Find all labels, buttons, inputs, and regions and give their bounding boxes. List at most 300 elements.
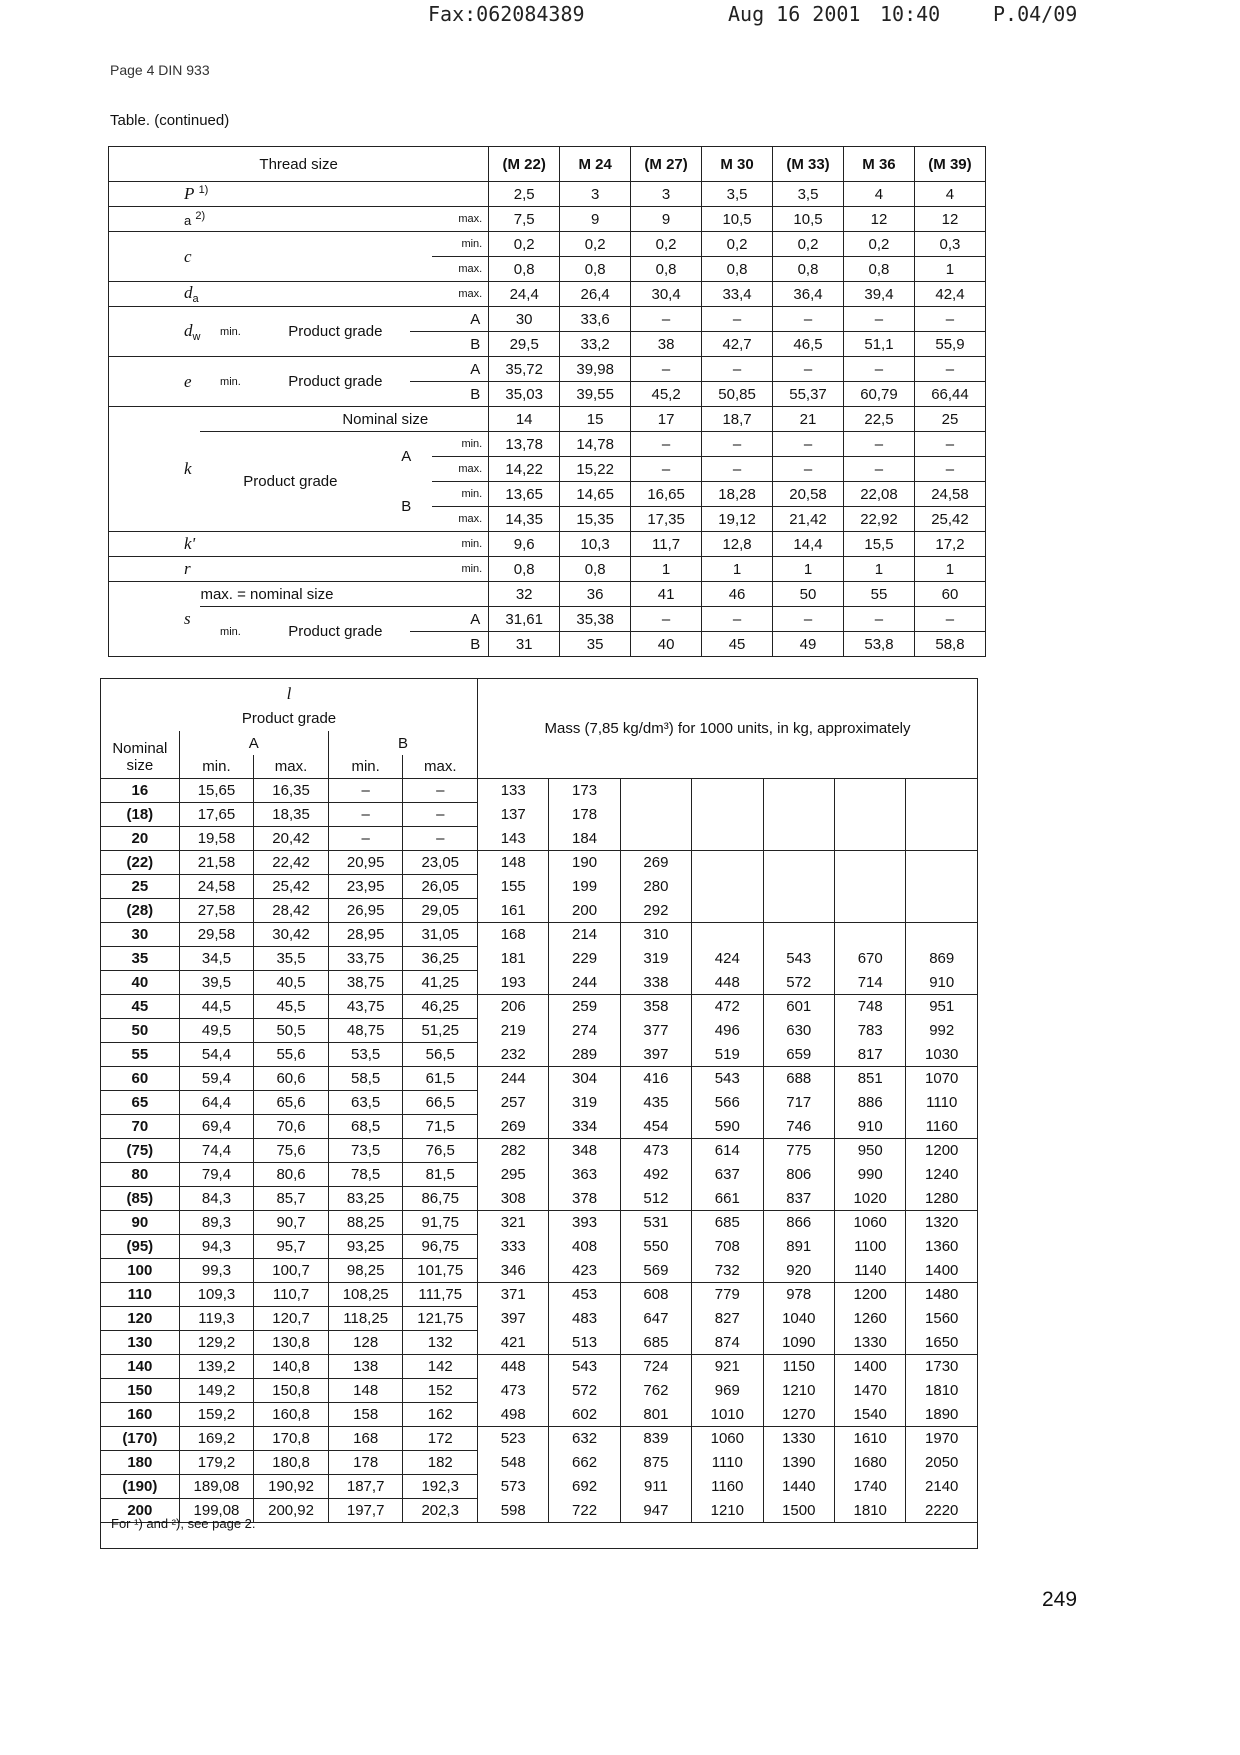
mass-cell: 393 xyxy=(549,1211,620,1235)
mass-cell: 1070 xyxy=(906,1067,978,1091)
cell: 24,58 xyxy=(914,482,985,507)
table-row xyxy=(101,1331,978,1355)
length-cell: 64,4 xyxy=(179,1091,254,1115)
length-cell: 148 xyxy=(328,1379,403,1403)
cell: 31 xyxy=(489,632,560,657)
mass-cell: 978 xyxy=(763,1283,834,1307)
length-cell: 23,95 xyxy=(328,875,403,899)
mass-cell: 692 xyxy=(549,1475,620,1499)
grade-b-header: B xyxy=(328,731,477,755)
table-row xyxy=(101,875,978,899)
limit-label: min. xyxy=(432,232,488,257)
table-row xyxy=(101,947,978,971)
mass-cell: 685 xyxy=(692,1211,763,1235)
grade-label: A xyxy=(380,432,432,482)
length-cell: – xyxy=(403,827,478,851)
cell: 1 xyxy=(773,557,844,582)
mass-cell: 161 xyxy=(478,899,549,923)
nominal-size-cell: 80 xyxy=(101,1163,180,1187)
cell: 3,5 xyxy=(702,182,773,207)
mass-cell: 817 xyxy=(834,1043,905,1067)
cell: 29,5 xyxy=(489,332,560,357)
cell: 31,61 xyxy=(489,607,560,632)
mass-cell: 1110 xyxy=(692,1451,763,1475)
length-cell: 43,75 xyxy=(328,995,403,1019)
subscript: a xyxy=(192,293,199,305)
mass-cell: 1140 xyxy=(834,1259,905,1283)
length-cell: 17,65 xyxy=(179,803,254,827)
thread-size: M 30 xyxy=(702,147,773,182)
length-cell: 33,75 xyxy=(328,947,403,971)
length-cell: 158 xyxy=(328,1403,403,1427)
length-cell: 55,6 xyxy=(254,1043,329,1067)
max-header: max. xyxy=(254,755,329,779)
nominal-size-cell: 200 xyxy=(101,1499,180,1523)
page-number: 249 xyxy=(1042,1588,1078,1611)
mass-cell: 244 xyxy=(478,1067,549,1091)
mass-cell: 886 xyxy=(834,1091,905,1115)
symbol-d: d xyxy=(184,320,193,340)
length-cell: – xyxy=(328,803,403,827)
cell: 19,12 xyxy=(702,507,773,532)
cell: – xyxy=(773,607,844,632)
mass-cell xyxy=(692,923,763,947)
mass-cell: 1260 xyxy=(834,1307,905,1331)
mass-cell: 1330 xyxy=(763,1427,834,1451)
mass-cell: 244 xyxy=(549,971,620,995)
mass-cell: 269 xyxy=(620,851,691,875)
mass-cell: 229 xyxy=(549,947,620,971)
mass-cell: 724 xyxy=(620,1355,691,1379)
thread-size-header-row xyxy=(109,147,986,182)
limit-label: max. xyxy=(432,257,488,282)
length-cell: 56,5 xyxy=(403,1043,478,1067)
mass-cell xyxy=(763,923,834,947)
length-cell: 61,5 xyxy=(403,1067,478,1091)
mass-cell: 435 xyxy=(620,1091,691,1115)
length-cell: 85,7 xyxy=(254,1187,329,1211)
length-cell: 15,65 xyxy=(179,779,254,803)
table-row xyxy=(101,923,978,947)
mass-cell: 282 xyxy=(478,1139,549,1163)
mass-cell: 1650 xyxy=(906,1331,978,1355)
length-cell: 69,4 xyxy=(179,1115,254,1139)
length-cell: 86,75 xyxy=(403,1187,478,1211)
mass-cell xyxy=(834,875,905,899)
mass-cell: 1200 xyxy=(834,1283,905,1307)
cell: – xyxy=(773,307,844,332)
limit-label: min. xyxy=(432,482,488,507)
table-row xyxy=(101,1019,978,1043)
mass-cell: 950 xyxy=(834,1139,905,1163)
mass-cell: 875 xyxy=(620,1451,691,1475)
length-cell: 179,2 xyxy=(179,1451,254,1475)
fax-number: Fax:062084389 xyxy=(428,2,585,26)
cell: 16,65 xyxy=(631,482,702,507)
mass-cell: 910 xyxy=(834,1115,905,1139)
length-cell: 48,75 xyxy=(328,1019,403,1043)
cell: – xyxy=(631,357,702,382)
mass-cell: 257 xyxy=(478,1091,549,1115)
mass-cell: 319 xyxy=(620,947,691,971)
mass-cell: 206 xyxy=(478,995,549,1019)
mass-cell: 363 xyxy=(549,1163,620,1187)
mass-cell: 661 xyxy=(692,1187,763,1211)
mass-cell xyxy=(763,851,834,875)
grade-a-header: A xyxy=(179,731,328,755)
cell: 10,5 xyxy=(702,207,773,232)
mass-cell: 498 xyxy=(478,1403,549,1427)
nominal-size-cell: 55 xyxy=(101,1043,180,1067)
length-cell: 98,25 xyxy=(328,1259,403,1283)
mass-cell: 319 xyxy=(549,1091,620,1115)
length-cell: 80,6 xyxy=(254,1163,329,1187)
length-cell: 142 xyxy=(403,1355,478,1379)
length-cell: 190,92 xyxy=(254,1475,329,1499)
mass-cell xyxy=(763,803,834,827)
length-cell: 58,5 xyxy=(328,1067,403,1091)
cell: 30 xyxy=(489,307,560,332)
row-da xyxy=(109,282,986,307)
length-cell: 49,5 xyxy=(179,1019,254,1043)
table-row xyxy=(101,1235,978,1259)
mass-cell xyxy=(763,779,834,803)
mass-cell: 338 xyxy=(620,971,691,995)
mass-cell: 448 xyxy=(692,971,763,995)
cell: 45 xyxy=(702,632,773,657)
mass-cell xyxy=(834,827,905,851)
length-cell: 30,42 xyxy=(254,923,329,947)
table-row xyxy=(101,1067,978,1091)
cell: 32 xyxy=(489,582,560,607)
limit-label: min. xyxy=(200,357,260,407)
cell: 1 xyxy=(843,557,914,582)
symbol-c: c xyxy=(184,246,192,266)
mass-cell: 851 xyxy=(834,1067,905,1091)
mass-cell: 688 xyxy=(763,1067,834,1091)
cell: 41 xyxy=(631,582,702,607)
length-cell: 40,5 xyxy=(254,971,329,995)
length-cell: 121,75 xyxy=(403,1307,478,1331)
nominal-size-cell: 110 xyxy=(101,1283,180,1307)
mass-header: Mass (7,85 kg/dm³) for 1000 units, in kg, approximately xyxy=(478,679,978,779)
grade-label: B xyxy=(380,482,432,532)
mass-cell: 1890 xyxy=(906,1403,978,1427)
mass-cell: 173 xyxy=(549,779,620,803)
table-row xyxy=(101,1403,978,1427)
mass-cell: 1210 xyxy=(692,1499,763,1523)
mass-cell: 454 xyxy=(620,1115,691,1139)
mass-cell xyxy=(763,827,834,851)
mass-cell: 190 xyxy=(549,851,620,875)
mass-cell: 1210 xyxy=(763,1379,834,1403)
mass-cell: 219 xyxy=(478,1019,549,1043)
cell: 51,1 xyxy=(843,332,914,357)
mass-cell: 397 xyxy=(620,1043,691,1067)
length-cell: 26,05 xyxy=(403,875,478,899)
fax-page: P.04/09 xyxy=(993,2,1078,26)
cell: 0,8 xyxy=(702,257,773,282)
cell: 4 xyxy=(843,182,914,207)
mass-cell: 168 xyxy=(478,923,549,947)
length-cell: 132 xyxy=(403,1331,478,1355)
cell: 50 xyxy=(773,582,844,607)
cell: 46 xyxy=(702,582,773,607)
length-cell: 99,3 xyxy=(179,1259,254,1283)
product-grade-label: Product grade xyxy=(260,607,410,657)
grade-label: B xyxy=(410,332,488,357)
mass-cell: 181 xyxy=(478,947,549,971)
mass-cell: 910 xyxy=(906,971,978,995)
thread-size: (M 27) xyxy=(631,147,702,182)
mass-cell: 133 xyxy=(478,779,549,803)
footnote-ref: 1) xyxy=(198,184,209,196)
mass-cell: 947 xyxy=(620,1499,691,1523)
cell: 39,55 xyxy=(560,382,631,407)
mass-cell: 1970 xyxy=(906,1427,978,1451)
length-cell: 51,25 xyxy=(403,1019,478,1043)
mass-cell: 920 xyxy=(763,1259,834,1283)
mass-cell xyxy=(620,779,691,803)
grade-label: A xyxy=(410,357,488,382)
nominal-size-cell: (75) xyxy=(101,1139,180,1163)
mass-cell: 473 xyxy=(478,1379,549,1403)
mass-cell: 232 xyxy=(478,1043,549,1067)
mass-cell: 543 xyxy=(549,1355,620,1379)
mass-cell: 783 xyxy=(834,1019,905,1043)
length-cell: 140,8 xyxy=(254,1355,329,1379)
mass-cell: 543 xyxy=(763,947,834,971)
length-cell: 152 xyxy=(403,1379,478,1403)
mass-cell: 1160 xyxy=(692,1475,763,1499)
mass-cell: 1110 xyxy=(906,1091,978,1115)
cell: 0,2 xyxy=(702,232,773,257)
cell: – xyxy=(843,357,914,382)
row-k-a-min xyxy=(109,432,986,457)
mass-cell: 1480 xyxy=(906,1283,978,1307)
length-cell: 79,4 xyxy=(179,1163,254,1187)
cell: 0,8 xyxy=(560,257,631,282)
cell: 58,8 xyxy=(914,632,985,657)
mass-cell: 308 xyxy=(478,1187,549,1211)
mass-cell: 1730 xyxy=(906,1355,978,1379)
mass-cell: 2220 xyxy=(906,1499,978,1523)
mass-cell: 1200 xyxy=(906,1139,978,1163)
mass-cell: 550 xyxy=(620,1235,691,1259)
mass-cell: 708 xyxy=(692,1235,763,1259)
mass-cell: 137 xyxy=(478,803,549,827)
mass-cell: 200 xyxy=(549,899,620,923)
nominal-size-label: Nominal size xyxy=(200,407,488,432)
thread-size: M 24 xyxy=(560,147,631,182)
nominal-size-cell: 40 xyxy=(101,971,180,995)
length-cell: 109,3 xyxy=(179,1283,254,1307)
table-row xyxy=(101,899,978,923)
table-row xyxy=(101,1259,978,1283)
mass-cell xyxy=(906,899,978,923)
cell: 9 xyxy=(631,207,702,232)
mass-cell: 269 xyxy=(478,1115,549,1139)
cell: 9 xyxy=(560,207,631,232)
cell: – xyxy=(914,357,985,382)
nominal-size-cell: (170) xyxy=(101,1427,180,1451)
table-row xyxy=(101,995,978,1019)
cell: 53,8 xyxy=(843,632,914,657)
mass-cell xyxy=(906,779,978,803)
nominal-size-cell: 100 xyxy=(101,1259,180,1283)
mass-cell: 1320 xyxy=(906,1211,978,1235)
mass-cell: 837 xyxy=(763,1187,834,1211)
cell: – xyxy=(773,357,844,382)
cell: 26,4 xyxy=(560,282,631,307)
symbol-e: e xyxy=(184,371,192,391)
length-cell: 68,5 xyxy=(328,1115,403,1139)
mass-cell: 416 xyxy=(620,1067,691,1091)
mass-cell: 590 xyxy=(692,1115,763,1139)
cell: 0,2 xyxy=(631,232,702,257)
cell: 1 xyxy=(914,257,985,282)
symbol-s: s xyxy=(184,609,191,628)
cell: 42,7 xyxy=(702,332,773,357)
length-mass-table xyxy=(100,678,978,1523)
cell: 12,8 xyxy=(702,532,773,557)
cell: 35,72 xyxy=(489,357,560,382)
cell: 36 xyxy=(560,582,631,607)
cell: – xyxy=(843,607,914,632)
mass-cell: 473 xyxy=(620,1139,691,1163)
length-cell: 149,2 xyxy=(179,1379,254,1403)
mass-cell: 779 xyxy=(692,1283,763,1307)
mass-cell: 424 xyxy=(692,947,763,971)
cell: 11,7 xyxy=(631,532,702,557)
mass-cell: 531 xyxy=(620,1211,691,1235)
cell: 15 xyxy=(560,407,631,432)
length-cell: 168 xyxy=(328,1427,403,1451)
length-cell: 26,95 xyxy=(328,899,403,923)
cell: 1 xyxy=(702,557,773,582)
length-cell: 23,05 xyxy=(403,851,478,875)
product-grade-label: Product grade xyxy=(200,432,380,532)
cell: 12 xyxy=(843,207,914,232)
nominal-size-header: Nominal size xyxy=(101,731,180,779)
cell: 0,2 xyxy=(773,232,844,257)
nominal-size-cell: 30 xyxy=(101,923,180,947)
mass-cell xyxy=(763,899,834,923)
mass-cell: 762 xyxy=(620,1379,691,1403)
mass-cell xyxy=(692,779,763,803)
mass-cell: 1150 xyxy=(763,1355,834,1379)
row-a xyxy=(109,207,986,232)
nominal-size-cell: 70 xyxy=(101,1115,180,1139)
mass-cell: 155 xyxy=(478,875,549,899)
grade-label: A xyxy=(410,607,488,632)
mass-cell: 2050 xyxy=(906,1451,978,1475)
length-cell: 78,5 xyxy=(328,1163,403,1187)
mass-cell: 1810 xyxy=(906,1379,978,1403)
cell: 0,2 xyxy=(843,232,914,257)
mass-cell: 662 xyxy=(549,1451,620,1475)
nominal-size-cell: 90 xyxy=(101,1211,180,1235)
mass-cell: 608 xyxy=(620,1283,691,1307)
cell: – xyxy=(843,432,914,457)
cell: 22,5 xyxy=(843,407,914,432)
cell: 24,4 xyxy=(489,282,560,307)
mass-cell: 1440 xyxy=(763,1475,834,1499)
mass-cell: 921 xyxy=(692,1355,763,1379)
mass-cell: 806 xyxy=(763,1163,834,1187)
mass-cell: 992 xyxy=(906,1019,978,1043)
mass-cell: 990 xyxy=(834,1163,905,1187)
mass-cell: 334 xyxy=(549,1115,620,1139)
cell: 14,35 xyxy=(489,507,560,532)
mass-cell: 408 xyxy=(549,1235,620,1259)
mass-cell: 1060 xyxy=(834,1211,905,1235)
mass-cell: 1040 xyxy=(763,1307,834,1331)
symbol-l: l xyxy=(286,684,292,703)
nominal-size-cell: 35 xyxy=(101,947,180,971)
mass-cell xyxy=(834,803,905,827)
grade-label: B xyxy=(410,632,488,657)
mass-cell: 519 xyxy=(692,1043,763,1067)
mass-cell: 732 xyxy=(692,1259,763,1283)
limit-label: max. xyxy=(432,457,488,482)
mass-cell: 310 xyxy=(620,923,691,947)
length-cell: 111,75 xyxy=(403,1283,478,1307)
length-cell: 75,6 xyxy=(254,1139,329,1163)
mass-cell: 1400 xyxy=(906,1259,978,1283)
nominal-size-cell: 160 xyxy=(101,1403,180,1427)
length-cell: 89,3 xyxy=(179,1211,254,1235)
thread-size: M 36 xyxy=(843,147,914,182)
cell: 3 xyxy=(560,182,631,207)
cell: 21,42 xyxy=(773,507,844,532)
max-header: max. xyxy=(403,755,478,779)
mass-cell: 714 xyxy=(834,971,905,995)
mass-cell: 1090 xyxy=(763,1331,834,1355)
cell: 0,2 xyxy=(489,232,560,257)
mass-cell: 295 xyxy=(478,1163,549,1187)
cell: 35,03 xyxy=(489,382,560,407)
cell: 49 xyxy=(773,632,844,657)
cell: 14,22 xyxy=(489,457,560,482)
cell: 40 xyxy=(631,632,702,657)
mass-cell: 148 xyxy=(478,851,549,875)
row-s-max xyxy=(109,582,986,607)
mass-cell: 598 xyxy=(478,1499,549,1523)
length-cell: 150,8 xyxy=(254,1379,329,1403)
length-cell: 35,5 xyxy=(254,947,329,971)
length-cell: 39,5 xyxy=(179,971,254,995)
length-cell: 159,2 xyxy=(179,1403,254,1427)
length-cell: 18,35 xyxy=(254,803,329,827)
cell: 33,2 xyxy=(560,332,631,357)
nominal-size-cell: 50 xyxy=(101,1019,180,1043)
mass-cell: 614 xyxy=(692,1139,763,1163)
nominal-size-cell: (95) xyxy=(101,1235,180,1259)
length-cell: 21,58 xyxy=(179,851,254,875)
mass-cell: 423 xyxy=(549,1259,620,1283)
mass-cell xyxy=(834,923,905,947)
mass-cell: 670 xyxy=(834,947,905,971)
table-row xyxy=(101,1139,978,1163)
length-rows xyxy=(101,779,978,1523)
symbol-k: k xyxy=(184,459,192,478)
length-cell: 108,25 xyxy=(328,1283,403,1307)
mass-cell: 1470 xyxy=(834,1379,905,1403)
mass-cell: 569 xyxy=(620,1259,691,1283)
mass-cell: 1390 xyxy=(763,1451,834,1475)
nominal-size-cell: (18) xyxy=(101,803,180,827)
